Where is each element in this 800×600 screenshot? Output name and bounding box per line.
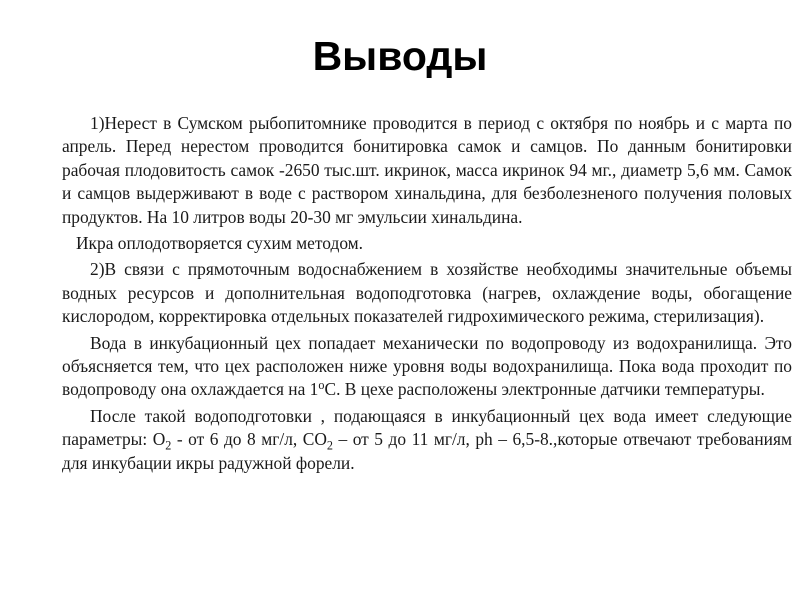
paragraph-fertilization: Икра оплодотворяется сухим методом. (76, 233, 364, 254)
conclusions-body (62, 112, 792, 475)
page-title: Выводы (312, 33, 488, 79)
text-run: Вода в инкубационный цех попадает механически по водопроводу из водохранилища. Это объясняется тем, что цех расположен ниже уровня воды водохранилища. Пока вода проходит по водопроводу она охлаждается на 1 (62, 332, 792, 400)
paragraph-incubation-water (62, 332, 792, 402)
subscript-2: 2 (326, 438, 333, 453)
degree-sup: о (318, 378, 325, 393)
text-run: - от 6 до 8 мг/л, СО (171, 429, 327, 450)
paragraph-water-supply: 2)В связи с прямоточным водоснабжением в хозяйстве необходимы значительные объемы водных ресурсов и дополнительная водоподготовка (нагрев, охлаждение воды, обогащение кислородом, корректировка отдельных показателей гидрохимического режима, стерилизация). (62, 259, 792, 327)
text-run: – от 5 до 11 мг/л, ph – 6,5-8.,которые отвечают требованиям для инкубации икры радужной форели. (62, 429, 792, 473)
text-run: После такой водоподготовки , подающаяся в инкубационный цех вода имеет следующие параметры: О (62, 405, 792, 450)
subscript-2: 2 (165, 438, 172, 453)
paragraph-spawning: 1)Нерест в Сумском рыбопитомнике проводится в период с октября по ноябрь и с марта по апрель. Перед нерестом проводится бонитировка самок и самцов. По данным бонитировки рабочая плодовитость самок -2650 тыс.шт. икринок, масса икринок 94 мг., диаметр 5,6 мм. Самок и самцов выдерживают в воде с раствором хинальдина, для безболезненого получения половых продуктов. На 10 литров воды 20-30 мг эмульсии хинальдина. (62, 113, 792, 227)
text-run: С. В цехе расположены электронные датчики температуры. (324, 379, 765, 400)
paragraph-water-parameters (62, 405, 792, 475)
